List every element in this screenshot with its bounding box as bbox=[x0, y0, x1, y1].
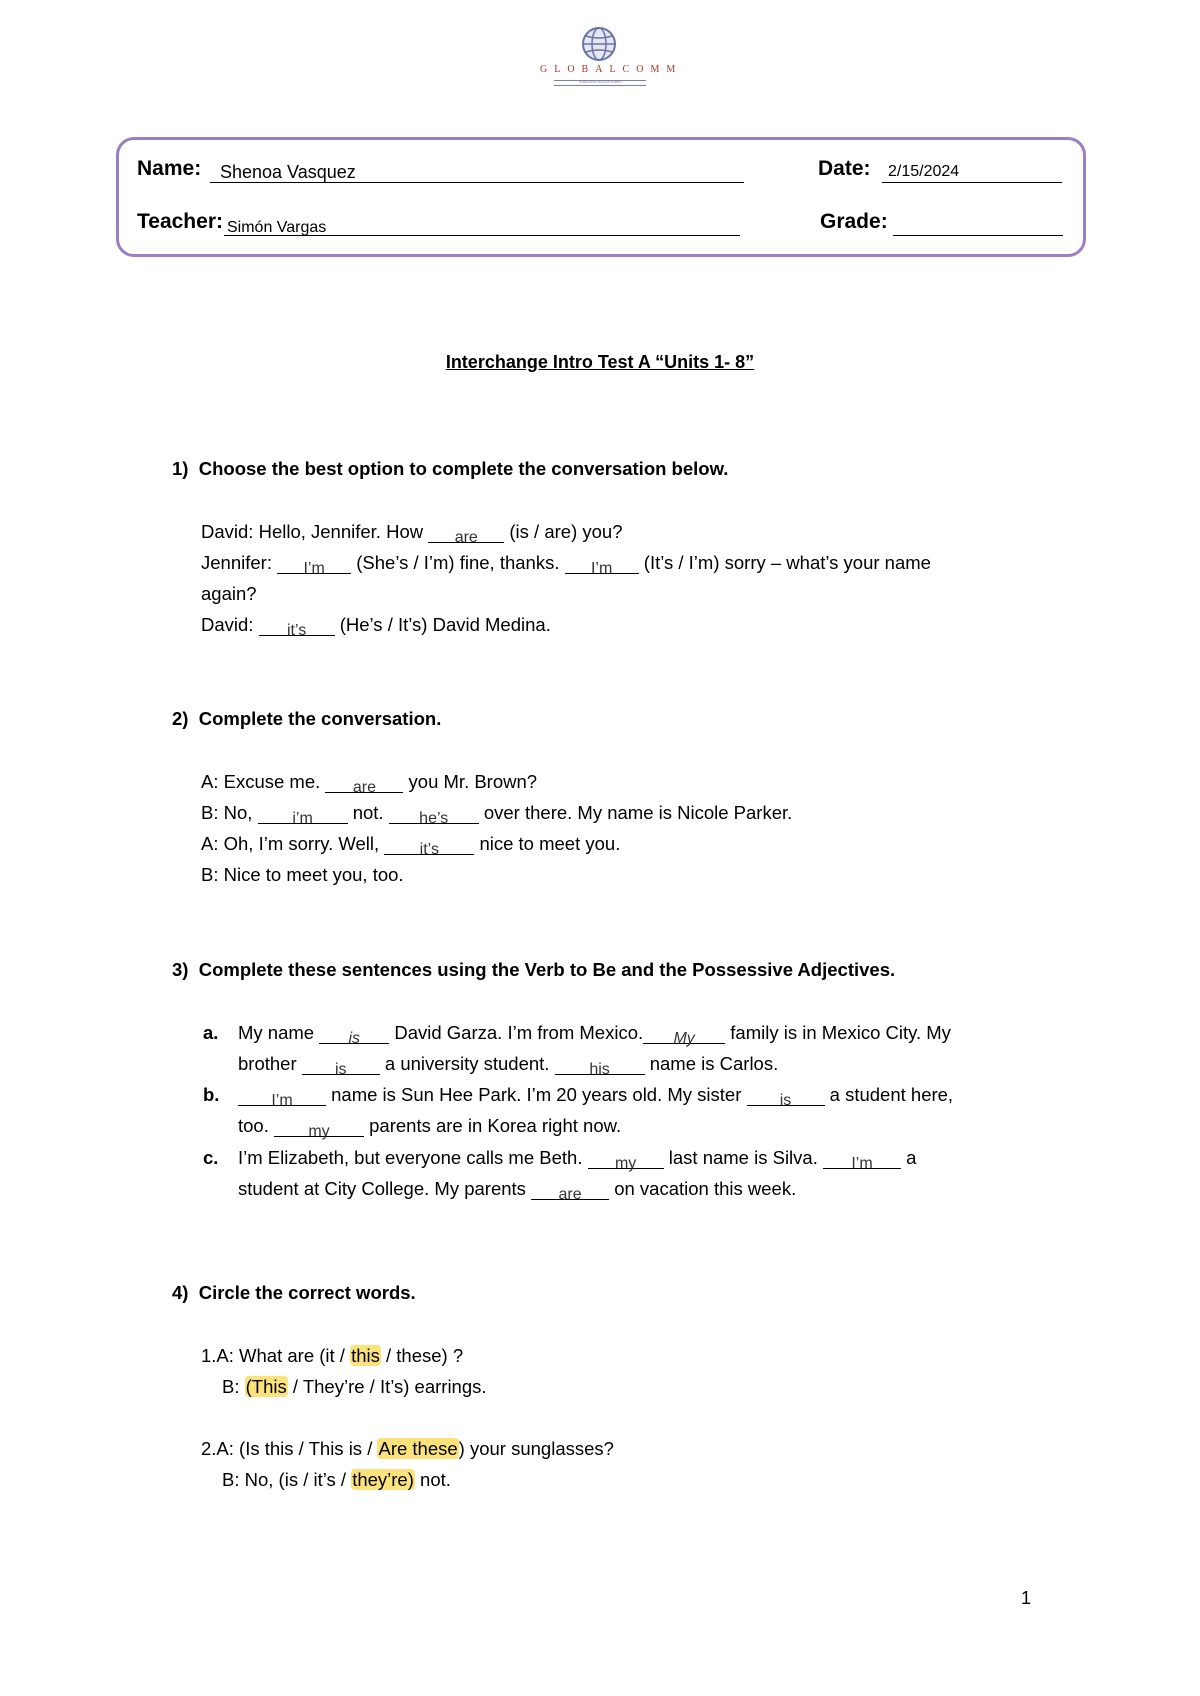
q1-line-3: again? bbox=[201, 583, 257, 604]
q1-prompt bbox=[172, 457, 728, 481]
q3-item-b-line-2: too. my parents are in Korea right now. bbox=[238, 1115, 622, 1140]
q2-prompt bbox=[172, 707, 441, 731]
circled-answer[interactable]: they’re) bbox=[352, 1469, 414, 1490]
teacher-label: Teacher: bbox=[137, 210, 223, 233]
answer-blank[interactable]: is bbox=[302, 1052, 380, 1075]
teacher-underline bbox=[224, 235, 740, 236]
q1-line-4: David: it’s (He’s / It’s) David Medina. bbox=[201, 614, 551, 639]
grade-label: Grade: bbox=[820, 210, 888, 233]
globe-icon bbox=[581, 26, 617, 62]
answer-blank[interactable]: are bbox=[428, 520, 504, 543]
q3-item-a-line-2: brother is a university student. his name is Carlos. bbox=[238, 1053, 779, 1078]
student-info-box bbox=[116, 137, 1086, 257]
circled-answer[interactable]: (This bbox=[245, 1376, 287, 1397]
q3-item-a-label: a. bbox=[203, 1022, 219, 1043]
q1-number: 1) bbox=[172, 458, 189, 479]
answer-blank[interactable]: my bbox=[274, 1114, 364, 1137]
answer-blank[interactable]: my bbox=[588, 1146, 664, 1169]
logo-brand-text: GLOBALCOMM bbox=[540, 64, 683, 75]
logo-tagline: ENGLISH SOLUTIONS bbox=[579, 79, 621, 84]
q3-item-a-line-1: My name is David Garza. I’m from Mexico. My family is in Mexico City. My bbox=[238, 1022, 951, 1047]
answer-blank[interactable]: I’m bbox=[565, 551, 639, 574]
globalcomm-logo bbox=[540, 26, 683, 92]
q3-item-b-line-1: I’m name is Sun Hee Park. I’m 20 years old. My sister is a student here, bbox=[238, 1083, 953, 1107]
answer-blank[interactable]: he’s bbox=[389, 801, 479, 824]
circled-answer[interactable]: this bbox=[351, 1345, 380, 1366]
q2-number: 2) bbox=[172, 708, 189, 729]
name-underline bbox=[210, 182, 744, 183]
answer-blank[interactable]: I’m bbox=[277, 551, 351, 574]
q2-line-4: B: Nice to meet you, too. bbox=[201, 864, 404, 885]
q4-prompt bbox=[172, 1281, 416, 1305]
q3-item-c-line-2: student at City College. My parents are on vacation this week. bbox=[238, 1178, 797, 1203]
q2-line-3: A: Oh, I’m sorry. Well, it’s nice to meet you. bbox=[201, 833, 621, 858]
name-value[interactable]: Shenoa Vasquez bbox=[220, 162, 356, 182]
page-title: Interchange Intro Test A “Units 1- 8” bbox=[445, 352, 755, 372]
grade-underline bbox=[893, 235, 1063, 236]
q3-number: 3) bbox=[172, 959, 189, 980]
q4-item-1-answer: B: (This / They’re / It’s) earrings. bbox=[222, 1376, 487, 1397]
q1-text: Choose the best option to complete the conversation below. bbox=[198, 458, 729, 479]
q3-item-c-label: c. bbox=[203, 1147, 219, 1168]
circled-answer[interactable]: Are these bbox=[378, 1438, 458, 1459]
q3-text: Complete these sentences using the Verb to Be and the Possessive Adjectives. bbox=[198, 959, 896, 980]
answer-blank[interactable]: is bbox=[319, 1021, 389, 1044]
q2-line-2: B: No, i’m not. he’s over there. My name is Nicole Parker. bbox=[201, 802, 793, 827]
answer-blank[interactable]: are bbox=[531, 1177, 609, 1200]
page-number: 1 bbox=[1021, 1588, 1032, 1608]
answer-blank[interactable]: i’m bbox=[258, 801, 348, 824]
date-underline bbox=[882, 182, 1062, 183]
q4-item-2-answer: B: No, (is / it’s / they’re) not. bbox=[222, 1469, 451, 1490]
q2-text: Complete the conversation. bbox=[198, 708, 442, 729]
q4-number: 4) bbox=[172, 1282, 189, 1303]
q1-line-2: Jennifer: I’m (She’s / I’m) fine, thanks. I’m (It’s / I’m) sorry – what’s your name bbox=[201, 552, 931, 577]
answer-blank[interactable]: it’s bbox=[384, 832, 474, 855]
answer-blank[interactable]: I’m bbox=[823, 1146, 901, 1169]
q4-item-1-question: 1.A: What are (it / this / these) ? bbox=[201, 1345, 464, 1366]
answer-blank[interactable]: My bbox=[643, 1021, 725, 1044]
answer-blank[interactable]: is bbox=[747, 1083, 825, 1106]
q4-text: Circle the correct words. bbox=[198, 1282, 416, 1303]
name-label: Name: bbox=[137, 157, 202, 180]
teacher-value[interactable]: Simón Vargas bbox=[227, 219, 327, 236]
q4-item-2-question: 2.A: (Is this / This is / Are these) your sunglasses? bbox=[201, 1438, 614, 1459]
q1-line-1: David: Hello, Jennifer. How are (is / are) you? bbox=[201, 521, 623, 546]
q3-item-b-label: b. bbox=[203, 1084, 220, 1105]
q2-line-1: A: Excuse me. are you Mr. Brown? bbox=[201, 771, 538, 796]
date-label: Date: bbox=[818, 157, 871, 180]
answer-blank[interactable]: his bbox=[555, 1052, 645, 1075]
q3-prompt bbox=[172, 958, 895, 982]
answer-blank[interactable]: I’m bbox=[238, 1083, 326, 1106]
date-value[interactable]: 2/15/2024 bbox=[888, 163, 960, 180]
answer-blank[interactable]: it’s bbox=[259, 613, 335, 636]
q3-item-c-line-1: I’m Elizabeth, but everyone calls me Beth. my last name is Silva. I’m a bbox=[238, 1147, 917, 1172]
answer-blank[interactable]: are bbox=[325, 770, 403, 793]
